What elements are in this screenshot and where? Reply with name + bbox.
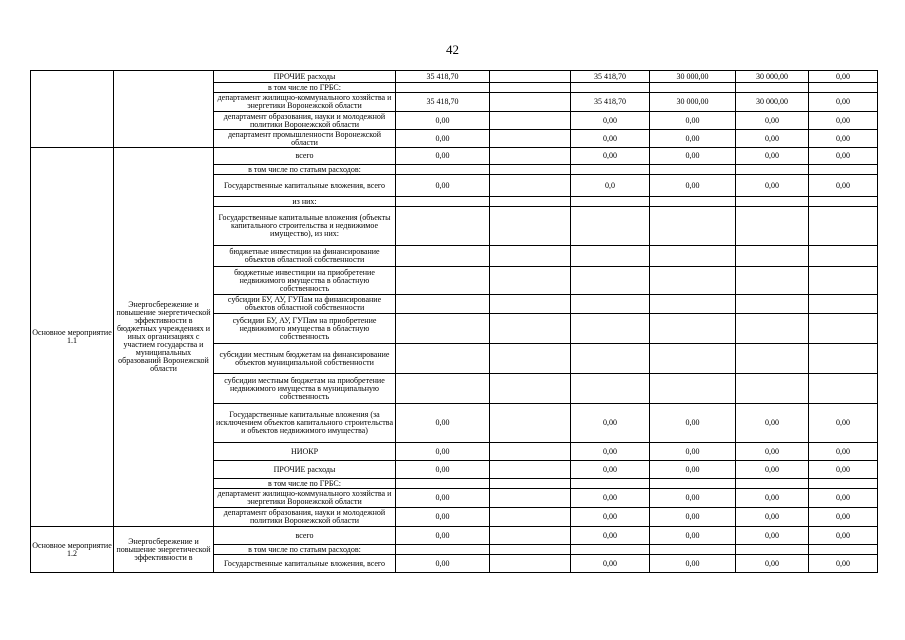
table-row: [31, 71, 878, 83]
value-cell: [490, 295, 571, 314]
value-cell: 0,00: [736, 148, 809, 165]
value-cell: 30 000,00: [650, 93, 736, 112]
value-cell: 0,00: [736, 130, 809, 148]
value-cell: 0,00: [650, 112, 736, 130]
value-cell: [650, 165, 736, 175]
value-cell: [396, 207, 490, 246]
expense-label: субсидии местным бюджетам на финансирование объектов муниципальной собственности: [214, 344, 396, 374]
value-cell: 0,00: [650, 130, 736, 148]
value-cell: 0,00: [809, 148, 878, 165]
value-cell: 0,00: [650, 555, 736, 573]
value-cell: 0,00: [650, 148, 736, 165]
value-cell: [809, 165, 878, 175]
expense-label: из них:: [214, 197, 396, 207]
value-cell: 30 000,00: [736, 71, 809, 83]
value-cell: [490, 130, 571, 148]
value-cell: 0,00: [396, 175, 490, 197]
value-cell: 0,00: [571, 527, 650, 545]
value-cell: [571, 165, 650, 175]
value-cell: 0,00: [396, 461, 490, 479]
value-cell: 0,0: [571, 175, 650, 197]
expense-label: департамент жилищно-коммунального хозяйства и энергетики Воронежской области: [214, 489, 396, 508]
value-cell: [490, 489, 571, 508]
value-cell: [571, 374, 650, 404]
value-cell: 0,00: [396, 489, 490, 508]
value-cell: [571, 207, 650, 246]
value-cell: [650, 295, 736, 314]
value-cell: [571, 344, 650, 374]
value-cell: [736, 83, 809, 93]
value-cell: 0,00: [396, 527, 490, 545]
value-cell: 0,00: [396, 112, 490, 130]
value-cell: [490, 404, 571, 443]
value-cell: [396, 374, 490, 404]
value-cell: [490, 246, 571, 267]
expense-label: департамент промышленности Воронежской области: [214, 130, 396, 148]
value-cell: 0,00: [571, 461, 650, 479]
value-cell: 30 000,00: [736, 93, 809, 112]
value-cell: [490, 71, 571, 83]
value-cell: [650, 344, 736, 374]
value-cell: 0,00: [736, 175, 809, 197]
measure-title-cell: Энергосбережение и повышение энергетической эффективности в бюджетных учреждениях и иных организациях с участием государства и муниципальных образований Воронежской области: [114, 148, 214, 527]
expense-label: НИОКР: [214, 443, 396, 461]
value-cell: [490, 461, 571, 479]
value-cell: [650, 197, 736, 207]
value-cell: [396, 295, 490, 314]
value-cell: 35 418,70: [396, 93, 490, 112]
value-cell: [571, 197, 650, 207]
value-cell: [571, 267, 650, 295]
value-cell: [809, 197, 878, 207]
value-cell: 0,00: [650, 175, 736, 197]
value-cell: 0,00: [736, 461, 809, 479]
value-cell: 0,00: [650, 404, 736, 443]
value-cell: [736, 545, 809, 555]
value-cell: [650, 267, 736, 295]
value-cell: 0,00: [571, 130, 650, 148]
value-cell: [490, 207, 571, 246]
value-cell: 0,00: [809, 527, 878, 545]
value-cell: [650, 314, 736, 344]
value-cell: [809, 246, 878, 267]
value-cell: [809, 374, 878, 404]
value-cell: [809, 344, 878, 374]
value-cell: 35 418,70: [571, 71, 650, 83]
value-cell: 0,00: [736, 527, 809, 545]
expense-label: всего: [214, 148, 396, 165]
value-cell: [396, 545, 490, 555]
expense-label: Государственные капитальные вложения (объекты капитального строительства и недвижимое имущество), из них:: [214, 207, 396, 246]
value-cell: [490, 479, 571, 489]
value-cell: [396, 83, 490, 93]
value-cell: [396, 314, 490, 344]
value-cell: [650, 83, 736, 93]
value-cell: 0,00: [571, 508, 650, 527]
value-cell: [571, 246, 650, 267]
value-cell: 0,00: [809, 175, 878, 197]
expense-label: ПРОЧИЕ расходы: [214, 71, 396, 83]
value-cell: 0,00: [809, 443, 878, 461]
value-cell: 30 000,00: [650, 71, 736, 83]
expense-label: субсидии местным бюджетам на приобретение недвижимого имущества в муниципальную собственность: [214, 374, 396, 404]
value-cell: [490, 443, 571, 461]
value-cell: 0,00: [736, 404, 809, 443]
value-cell: 0,00: [571, 112, 650, 130]
measure-title-cell: [114, 71, 214, 148]
value-cell: [736, 207, 809, 246]
expense-label: Государственные капитальные вложения (за исключением объектов капитального строительства и объектов недвижимого имущества): [214, 404, 396, 443]
expense-label: субсидии БУ, АУ, ГУПам на приобретение недвижимого имущества в областную собственность: [214, 314, 396, 344]
value-cell: 0,00: [650, 443, 736, 461]
measure-cell: [31, 71, 114, 148]
value-cell: 0,00: [650, 461, 736, 479]
value-cell: [736, 197, 809, 207]
value-cell: 0,00: [809, 489, 878, 508]
value-cell: 0,00: [396, 130, 490, 148]
value-cell: 0,00: [396, 148, 490, 165]
value-cell: [736, 267, 809, 295]
value-cell: 0,00: [809, 130, 878, 148]
value-cell: 0,00: [809, 461, 878, 479]
value-cell: 0,00: [736, 443, 809, 461]
value-cell: [490, 175, 571, 197]
value-cell: 0,00: [650, 527, 736, 545]
value-cell: [490, 93, 571, 112]
measure-cell: Основное мероприятие 1.1: [31, 148, 114, 527]
expense-label: в том числе по ГРБС:: [214, 83, 396, 93]
value-cell: [396, 165, 490, 175]
expense-label: всего: [214, 527, 396, 545]
value-cell: 0,00: [571, 148, 650, 165]
value-cell: 0,00: [571, 443, 650, 461]
value-cell: [571, 545, 650, 555]
value-cell: [809, 267, 878, 295]
value-cell: [736, 295, 809, 314]
value-cell: [650, 374, 736, 404]
value-cell: 35 418,70: [571, 93, 650, 112]
expense-label: Государственные капитальные вложения, всего: [214, 555, 396, 573]
value-cell: 0,00: [571, 489, 650, 508]
value-cell: [396, 479, 490, 489]
page-number: 42: [446, 42, 459, 57]
value-cell: [650, 207, 736, 246]
expense-label: бюджетные инвестиции на финансирование объектов областной собственности: [214, 246, 396, 267]
expense-label: департамент образования, науки и молодежной политики Воронежской области: [214, 112, 396, 130]
value-cell: [490, 197, 571, 207]
value-cell: [490, 148, 571, 165]
value-cell: [490, 314, 571, 344]
value-cell: 0,00: [650, 508, 736, 527]
value-cell: 0,00: [809, 93, 878, 112]
value-cell: [490, 374, 571, 404]
value-cell: [736, 374, 809, 404]
value-cell: 0,00: [809, 71, 878, 83]
value-cell: [490, 555, 571, 573]
value-cell: [571, 295, 650, 314]
value-cell: [650, 479, 736, 489]
value-cell: [571, 479, 650, 489]
value-cell: [809, 545, 878, 555]
value-cell: 0,00: [396, 443, 490, 461]
value-cell: 0,00: [736, 555, 809, 573]
measure-title-cell: Энергосбережение и повышение энергетической эффективности в: [114, 527, 214, 573]
value-cell: [809, 295, 878, 314]
value-cell: [490, 344, 571, 374]
value-cell: [736, 165, 809, 175]
value-cell: [650, 545, 736, 555]
measure-cell: Основное мероприятие 1.2: [31, 527, 114, 573]
value-cell: 0,00: [396, 404, 490, 443]
value-cell: [490, 112, 571, 130]
value-cell: 35 418,70: [396, 71, 490, 83]
expense-label: департамент образования, науки и молодежной политики Воронежской области: [214, 508, 396, 527]
value-cell: [490, 527, 571, 545]
value-cell: [490, 267, 571, 295]
expense-label: субсидии БУ, АУ, ГУПам на финансирование объектов областной собственности: [214, 295, 396, 314]
value-cell: [736, 479, 809, 489]
value-cell: [396, 197, 490, 207]
value-cell: [809, 207, 878, 246]
value-cell: [571, 314, 650, 344]
value-cell: 0,00: [571, 555, 650, 573]
value-cell: [809, 479, 878, 489]
value-cell: 0,00: [736, 489, 809, 508]
value-cell: [490, 83, 571, 93]
value-cell: [736, 314, 809, 344]
value-cell: [396, 267, 490, 295]
value-cell: 0,00: [736, 112, 809, 130]
table-row: [31, 148, 878, 165]
expense-label: в том числе по статьям расходов:: [214, 165, 396, 175]
value-cell: [490, 508, 571, 527]
value-cell: 0,00: [396, 555, 490, 573]
value-cell: 0,00: [809, 508, 878, 527]
value-cell: [809, 83, 878, 93]
value-cell: [571, 83, 650, 93]
value-cell: [490, 545, 571, 555]
value-cell: 0,00: [736, 508, 809, 527]
budget-table: [30, 70, 878, 573]
value-cell: 0,00: [571, 404, 650, 443]
table-row: [31, 527, 878, 545]
value-cell: [736, 246, 809, 267]
value-cell: [396, 246, 490, 267]
value-cell: [490, 165, 571, 175]
expense-label: в том числе по ГРБС:: [214, 479, 396, 489]
expense-label: ПРОЧИЕ расходы: [214, 461, 396, 479]
value-cell: 0,00: [809, 555, 878, 573]
expense-label: Государственные капитальные вложения, всего: [214, 175, 396, 197]
value-cell: 0,00: [809, 404, 878, 443]
value-cell: 0,00: [396, 508, 490, 527]
value-cell: 0,00: [650, 489, 736, 508]
expense-label: в том числе по статьям расходов:: [214, 545, 396, 555]
value-cell: [809, 314, 878, 344]
value-cell: [736, 344, 809, 374]
value-cell: [650, 246, 736, 267]
value-cell: [396, 344, 490, 374]
value-cell: 0,00: [809, 112, 878, 130]
expense-label: департамент жилищно-коммунального хозяйства и энергетики Воронежской области: [214, 93, 396, 112]
expense-label: бюджетные инвестиции на приобретение недвижимого имущества в областную собственность: [214, 267, 396, 295]
